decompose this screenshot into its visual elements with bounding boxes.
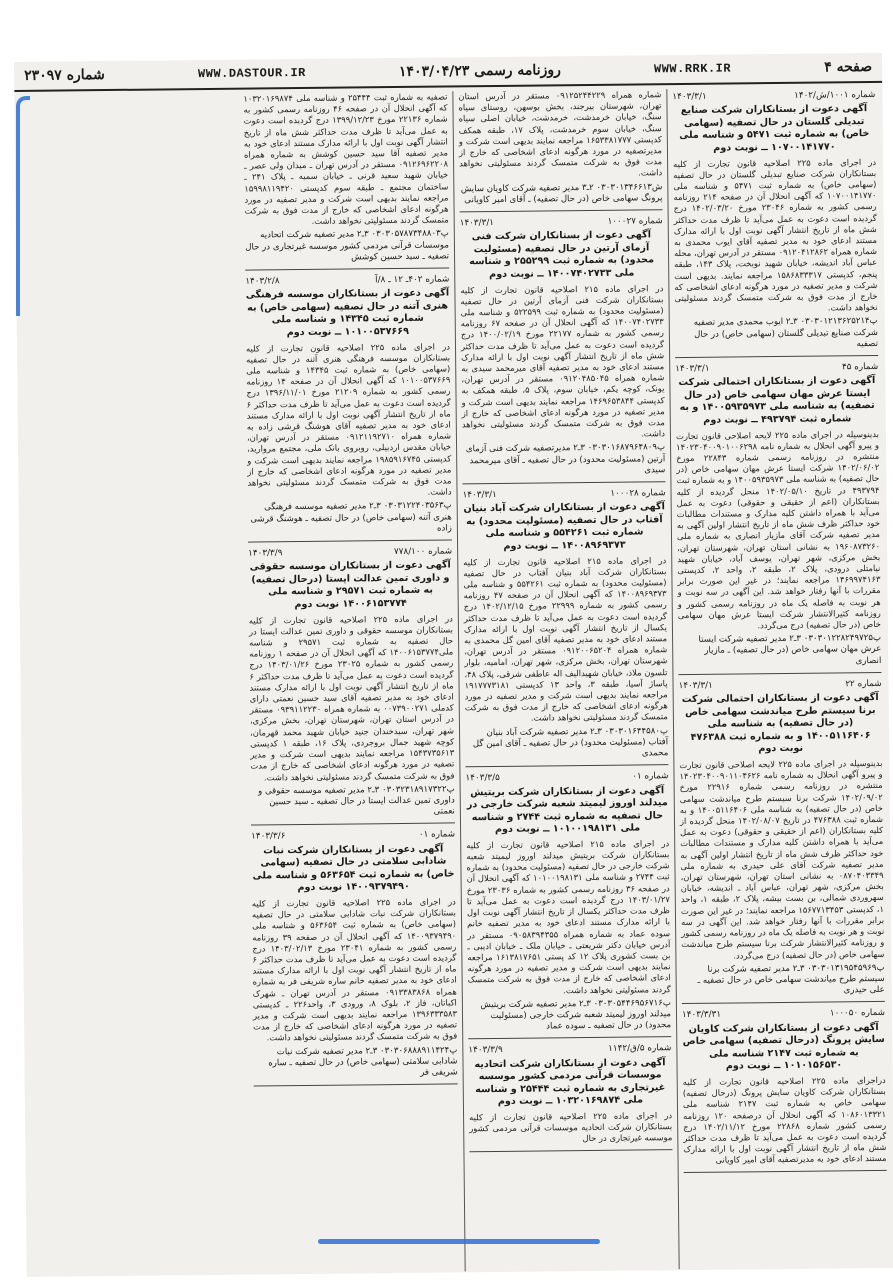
notice-number: شماره ۰۱ bbox=[418, 829, 456, 841]
notice-signature: پ۰۳۰۳۰۵۴۴۶۹۵۶۷۱۶ ۳ـ۲ مدیر تصفیه شرکت بریتیش میدلند اوروز لیمیتد شعبه شرکت خارجی (مسئولیت محدود) در حال تصفیه ـ سوده عماد bbox=[480, 997, 672, 1032]
notice-title: آگهی دعوت از بستانکاران شرکت اتحادیه موسسات قرآنی مردمی کشور موسسه غیرتجاری به شماره ثبت ۲۵۴۴۴ و شناسه ملی ۱۰۳۲۰۱۶۹۸۷۴ ــ نوبت دوم bbox=[474, 1056, 666, 1108]
notice-body: در اجرای ماده ۲۱۵ اصلاحیه قانون تجارت از کلیه بستانکاران شرکت آباد بنیان آفتاب در حال تصفیه (مسئولیت محدود) به شماره ثبت ۵۵۴۲۶۱ و شناسه ملی ۱۴۰۰۸۹۶۹۳۷۳ که آگهی انحلال آن در صفحه ۴۷ روزنامه رسمی کشور به شماره ۲۲۹۹۹ مورخ ۱۴۰۲/۱۲/۱۵ درج گردیده است دعوت به عمل می‌آید تا ظرف مدت حداکثر یکسال از تاریخ انتشار آگهی نوبت اول با ارائه مدارک مستند ادعای خود به مدیر تصفیه آقای امین گل محمدی به شماره همراه ۰۹۱۲۰۰۶۵۲۰۴ مستقر در آدرس تهران، شهرستان تهران، بخش مرکزی، شهر تهران، امامیه، بلوار تلسون ملاذ، خیابان شهیدالیف اله عاطفی شرقی، پلاک ۴۸، پاساژ آسیا، طبقه ۳، واحد ۱۳ کدپستی ۱۹۱۷۷۷۳۱۸۱ مراجعه نمایند بدیهی است شرکت و مدیر تصفیه در مورد هرگونه ادعای اشخاصی که خارج از مدت فوق به شرکت متمسک گردند مسئولیتی نخواهد داشت. bbox=[463, 554, 668, 724]
notice-body: در اجرای ماده ۲۲۵ اصلاحیه قانون تجارت از کلیه بستانکاران موسسه حقوقی و داوری تمین عدالت ایستا در حال تصفیه به شماره ثبت ۲۹۵۷۱ و شناسه ملی۱۴۰۰۶۱۵۳۷۷۴ که آگهی انحلال آن در صفحه ۱ روزنامه رسمی کشور به شماره ۲۳۰۲۵ مورخ ۱۴۰۳/۰۱/۲۶ درج گردیده است دعوت به عمل می‌آید تا ظرف مدت حداکثر ۶ ماه از تاریخ انتشار آگهی نوبت اول با ارائه مدارک مستند ادعای خود به مدیر تصفیه آقای سید حسین نعمتی دارای کدملی ۰۰۷۳۹۰۰۲۷۱ به شماره همراه ۰۹۳۹۱۱۲۲۳۰ مستقر در آدرس استان تهران، شهرستان تهران، بخش مرکزی، شهر تهران، سیدخندان جنید خیابان شهید محمد قهرمان، کوچه شهید جمال بروجردی، پلاک ۱۶، طبقه ۱ کدپستی ۱۵۴۳۷۳۵۶۱۳ مراجعه نمایند بدیهی است شرکت و مدیر تصفیه در مورد هرگونه ادعای اشخاصی که خارج از مدت فوق به شرکت متمسک گردند مسئولیتی نخواهد داشت. bbox=[248, 613, 455, 782]
column-1 bbox=[666, 87, 892, 1269]
notice-body: تصفیه به شماره ثبت ۲۵۴۴۴ و شناسه ملی ۱۰۳۲۰۱۶۹۸۷۴ که آگهی انحلال آن در صفحه ۴۶ روزنامه رسمی کشور به شماره ۲۲۱۳۶ مورخ ۱۳۹۹/۱۲/۲۳ درج گردیده است دعوت به عمل می‌آید تا ظرف مدت حداکثر شش ماه از تاریخ انتشار آگهی نوبت اول با ارائه مدارک مستند ادعای خود به مدیر تصفیه آقا سید حسین کوشش به شماره همراه ۰۹۱۲۶۹۶۲۲۰۸ مستقر در آدرس تهران ـ میدان ولی عصر ـ خیابان شهید سعید قرنی ـ خیابان سمیه ـ پلاک ۲۴۱ ـ ساختمان مجتمع ـ طبقه سوم کدپستی ۱۵۹۹۸۱۱۹۴۲۰ مراجعه نمایند بدیهی است شرکت و مدیر تصفیه در مورد هرگونه ادعای اشخاصی که خارج از مدت فوق به شرکت متمسک گردند مسئولیتی نخواهد داشت. bbox=[243, 91, 449, 227]
notice-number: شماره ۰۱ bbox=[632, 771, 669, 782]
notice-date: ۱۴۰۳/۳/۱ bbox=[459, 218, 495, 229]
pen-bracket-mark bbox=[16, 96, 30, 316]
notice bbox=[243, 91, 449, 270]
column-2 bbox=[452, 89, 678, 1271]
notice-date: ۱۴۰۳/۳/۵ bbox=[465, 773, 500, 784]
notice-body: در اجرای ماده ۲۲۵ اصلاحیه قانون تجارت از کلیه بستانکاران موسسه فرهنگی هنری آتنه در حال تصفیه (سهامی خاص) به شماره ثبت ۱۴۳۴۵ و شناسه ملی ۱۰۱۰۰۵۳۷۶۶۹ که آگهی انحلال آن در صفحه ۱۴ روزنامه رسمی کشور به شماره ۲۱۲۰۹ مورخ ۱۳۹۶/۱۱/۰۱ درج گردیده است دعوت به عمل می‌آید تا ظرف مدت حداکثر ۶ ماه از تاریخ انتشار آگهی نوبت اول با ارائه مدارک مستند ادعای خود به مدیر تصفیه آقای هوشنگ قرشی زاده به شماره همراه ۰۹۱۲۱۱۹۲۷۱۰ مستقر در آدرس تهران، خیابان مقدس اردبیلی، روبروی بانک ملی، مجتمع مروارید، کدپستی ۱۹۸۵۹۱۶۷۴۵ مراجعه نمایند بدیهی است شرکت و مدیر تصفیه در مورد هرگونه ادعای اشخاصی که خارج از مدت فوق به شرکت متمسک گردند مسئولیتی نخواهد داشت. bbox=[245, 341, 452, 497]
notice-number: شماره ۱۰۰۱/ش/۱۴۰۲ bbox=[794, 89, 876, 101]
notice-signature: پ۰۳۰۳۰۱۲۲۸۲۴۹۷۲۵ ۳ـ۲ مدیر تصفیه شرکت ایستا عرش مهان سهامی خاص (در حال تصفیه) ـ مازیار انصاری bbox=[698, 633, 882, 666]
notice-number: شماره ۱۰۰۰۲۷ bbox=[607, 216, 663, 227]
notice bbox=[682, 1008, 887, 1172]
notice-body: در اجرای ماده ۲۲۵ اصلاحیه قانون تجارت از کلیه بستانکاران شرکت صنایع تبدیلی گلستان در حال تصفیه (سهامی خاص) به شماره ثبت ۵۴۷۱ و شناسه ملی ۱۰۷۰۰۱۴۱۷۷۰ که آگهی انحلال آن در صفحه ۲۱۴ روزنامه رسمی کشور به شماره ۲۳۰۴۶ مورخ ۱۴۰۲/۰۳/۲۰ درج گردیده است دعوت به عمل می‌آید تا ظرف مدت حداکثر شش ماه از تاریخ انتشار آگهی نوبت اول با ارائه مدارک مستند ادعای خود به مدیر تصفیه آقای ایوب محمدی به شماره همراه ۰۹۱۲۰۴۱۲۸۶۲ مستقر در آدرس تهران، محله عباس آباد اندیشه، خیابان شهید نوبخت، پلاک ۱۴۳، طبقه پنجم، کدپستی ۱۵۸۶۸۳۳۳۱۷ مراجعه نمایند. بدیهی است شرکت و مدیر تصفیه در مورد هرگونه ادعای اشخاصی که خارج از مدت فوق به شرکت متمسک گردند مسئولیتی نخواهد داشت. bbox=[673, 156, 878, 313]
newspaper-page bbox=[14, 53, 893, 1277]
site-link-left: WWW.RRK.IR bbox=[653, 61, 732, 77]
notice-number: شماره ۷۷۸/۱۰۰ bbox=[393, 546, 453, 558]
notice bbox=[468, 1043, 672, 1151]
notice-title: آگهی دعوت از بستانکاران شرکت بریتیش میدلند اوروز لیمیتد شعبه شرکت خارجی در حال تصفیه به شماره ثبت ۲۷۴۴ و شناسه ملی ۱۰۱۰۰۱۹۸۱۳۱ ــ نوبت دوم bbox=[466, 784, 668, 836]
notice-body: در اجرای ماده ۲۲۵ اصلاحیه قانون تجارت از کلیه بستانکاران شرکت نبات شادابی سلامتی در حال تصفیه (سهامی خاص) به شماره ثبت ۵۶۳۶۵۴ و شناسه ملی ۱۴۰۰۹۳۷۹۴۹۰ که آگهی انحلال آن در صفحه ۳۹ روزنامه رسمی کشور به شماره ۲۳۰۴۱ مورخ ۱۴۰۳/۰۲/۱۳ درج گردیده است دعوت به عمل می‌آید تا ظرف مدت حداکثر ۶ ماه از تاریخ انتشار آگهی نوبت اول با ارائه مدارک مستند ادعای خود به مدیر تصفیه خانم ساره شریفی فر به شماره همراه ۰۹۱۳۳۸۳۸۶۸ مستقر در آدرس تهران ـ شهرک اکباتان، فاز ۲، بلوک ۸، ورودی ۳، واحد۲۲۶ ـ کدپستی ۱۳۹۶۳۳۳۵۸۳ مراجعه نمایند بدیهی است شرکت و مدیر تصفیه در مورد هرگونه ادعای اشخاصی که خارج از مدت فوق به شرکت متمسک گردند مسئولیتی نخواهد داشت. bbox=[251, 896, 458, 1043]
page-header bbox=[14, 53, 882, 92]
notice-meta bbox=[245, 275, 449, 288]
site-link-right: WWW.DASTOUR.IR bbox=[197, 65, 306, 82]
notice-date: ۱۴۰۳/۳/۱ bbox=[462, 490, 497, 501]
notice-title: آگهی دعوت از بستانکاران شرکت کاویان سایش پرونگ (درحال تصفیه) سهامی خاص به شماره ثبت ۲۱۴۷ شناسه ملی ۱۰۱۰۱۵۶۵۳۰ ــ نوبت دوم bbox=[682, 1021, 885, 1072]
notice-title: آگهی دعوت از بستانکاران احتمالی شرکت برنا سیستم طرح میاندشت سهامی خاص (در حال تصفیه) به شناسه ملی ۱۴۰۰۵۱۱۶۴۰۶ و به شماره ثبت ۴۷۶۳۸۸ نوبت دوم bbox=[681, 692, 879, 755]
notice-body: در اجرای ماده ۲۲۵ اصلاحیه قانون تجارت از کلیه بستانکاران شرکت اتحادیه موسسات قرآنی مردمی کشور موسسه غیرتجاری در حال bbox=[469, 1110, 673, 1144]
notice bbox=[245, 275, 452, 543]
notice-title: آگهی دعوت از بستانکاران شرکت فنی آزمای آرتین در حال تصفیه (مسئولیت محدود) به شماره ثبت ۲۵۵۲۹۹ و شناسه ملی ۱۴۰۰۷۴۰۲۷۳۳ ــ نوبت دوم bbox=[469, 229, 655, 281]
notice-signature: ش۰۳۰۳۰۱۳۴۶۶۱۳ ۲ـ۳ مدیر تصفیه شرکت کاویان سایش پرونگ سهامی خاص (در حال تصفیه) ـ آقای امیر کاویانی bbox=[460, 181, 663, 206]
notice-title: آگهی دعوت از بستانکاران موسسه حقوقی و داوری تمین عدالت ایستا (درحال تصفیه) به شماره ثبت ۲۹۵۷۱ و شناسه ملی ۱۴۰۰۶۱۵۳۷۷۴ نوبت دوم bbox=[249, 559, 451, 611]
notice bbox=[675, 362, 881, 675]
notice-date: ۱۴۰۳/۳/۱ bbox=[678, 680, 713, 691]
notice bbox=[465, 771, 671, 1039]
notice-signature: پ۰۳۰۳۰۱۲۱۳۶۲۵۲۱۴ ۳ـ۲ ایوب محمدی مدیر تصفیه شرکت صنایع تبدیلی گلستان (سهامی خاص) در حال تصفیه bbox=[693, 316, 879, 350]
notice-meta bbox=[460, 216, 663, 229]
notice-date: ۱۴۰۳/۳/۱ bbox=[675, 363, 710, 375]
notice-number: شماره ۲۲ bbox=[845, 678, 882, 690]
notice-meta bbox=[468, 1043, 671, 1056]
notice-body: بدینوسیله در اجرای ماده ۲۲۵ لایحه اصلاحی قانون تجارت و پیرو آگهی انحلال به شماره نامه ۱۴۰۲۳۰۴۰۰۹۰۱۱۰۴۶۲۶ منتشره در روزنامه رسمی شماره ۲۲۹۱۶ مورخ ۱۴۰۲/۰۹/۰۲ شرکت برنا سیستم طرح میاندشت سهامی خاص (در حال تصفیه) به شناسه ملی ۱۴۰۰۵۱۱۶۴۰۶ و به شماره ثبت ۴۷۶۳۸۸ در تاریخ ۱۴۰۲/۰۸/۰۷ منحل گردیده از کلیه بستانکاران (اعم از حقیقی و حقوقی) دعوت به عمل می‌آید با همراه داشتن کلیه مدارک و مستندات مطالبات خود حداکثر ظرف شش ماه از تاریخ انتشار اولین آگهی به مدیر تصفیه شرکت آقای علی حیدری به شماره ملی ۰۸۷۰۴۰۳۳۴۹ به نشانی استان تهران، شهرستان تهران، بخش مرکزی، شهر تهران، عباس آباد ـ اندیشه، خیابان سهروردی شمالی، بن بست بیشه، پلاک ۲، طبقه ۱، واحد ۱، کدپستی ۱۵۶۷۷۱۳۴۵۳ مراجعه نمایند؛ در غیر این صورت برابر مقررات با آنها رفتار خواهد شد. این آگهی در سه نوبت و هر نوبت به فاصله یک ماه در روزنامه رسمی کشور و روزنامه کثیرالانتشار شرکت برنا سیستم طرح میاندشت سهامی خاص (در حال تصفیه) درج می‌گردد. bbox=[679, 757, 885, 961]
notice-title: آگهی دعوت از بستانکاران شرکت آباد بنیان آفتاب در حال تصفیه (مسئولیت محدود) به شماره ثبت ۵۵۴۲۶۱ و شناسه ملی ۱۴۰۰۸۹۶۹۳۷۳ ــ نوبت دوم bbox=[463, 501, 665, 552]
notice bbox=[679, 679, 885, 1005]
page-number: صفحه ۴ bbox=[824, 59, 873, 76]
notice-meta bbox=[672, 90, 875, 103]
notice-number: شماره ۱۰۰۰۲۸ bbox=[610, 488, 666, 499]
notice-date: ۱۴۰۳/۳/۶ bbox=[251, 831, 286, 842]
notice-body: دراجرای ماده ۲۲۵ اصلاحیه قانون تجارت از کلیه بستانکاران شرکت کاویان سایش پرونگ (درحال تصفیه) سهامی خاص به شماره ثبت ۲۱۴۷ شناسه ملی ۱۰۸۶۰۱۳۳۲۱ که آگهی انحلال آن درصفحه ۱۲۰ روزنامه رسمی کشور شماره ۲۲۸۶۸ مورخ ۱۴۰۲/۱۱/۱۲ درج گردیده است دعوت به عمل می‌آید تا ظرف مدت حداکثر شش ماه از تاریخ انتشار آگهی نوبت اول با ارائه مدارک مستند ادعای خود به مدیرتصفیه آقای امیر کاویانی bbox=[682, 1074, 887, 1166]
pen-underline-mark bbox=[318, 1239, 600, 1244]
notice-date: ۱۴۰۳/۳/۹ bbox=[468, 1045, 503, 1056]
notice bbox=[672, 90, 878, 358]
notice-date: ۱۴۰۳/۳/۱ bbox=[672, 91, 707, 103]
notice bbox=[248, 547, 455, 826]
gazette-date: روزنامه رسمی ۱۴۰۳/۰۴/۲۳ bbox=[398, 62, 561, 80]
notice-meta bbox=[675, 362, 878, 375]
notice-number: شماره ۴۵ bbox=[841, 361, 879, 373]
notice-title: آگهی دعوت از بستانکاران شرکت صنایع تبدیلی گلستان در حال تصفیه (سهامی خاص) به شماره ثبت ۵۴۷۱ و شناسه ملی ۱۰۷۰۰۱۴۱۷۷۰ ــ نوبت دوم bbox=[679, 103, 870, 154]
notice-signature: پ۰۳۰۳۱۲۲۴۰۳۵۶۳ ۳ـ۲ مدیر تصفیه موسسه فرهنگی هنری آتنه (سهامی خاص) در حال تصفیه ـ هوشنگ قرشی زاده bbox=[250, 500, 452, 534]
notice-date: ۱۴۰۳/۳/۳۱ bbox=[681, 1009, 722, 1021]
notice-signature: پ۰۳۰۳۰۱۳۱۹۵۴۵۹۶۹ ۳ـ۲ مدیر تصفیه شرکت برنا سیستم طرح میاندشت سهامی خاص در حال تصفیه ـ علی حیدری bbox=[697, 962, 885, 996]
notice-number: شماره ۱۰۰۰۵۰ bbox=[829, 1008, 886, 1019]
notice-meta bbox=[248, 547, 452, 560]
notice-meta bbox=[251, 830, 455, 843]
notice-title: آگهی دعوت از بستانکاران احتمالی شرکت ایستا عرش مهان سهامی خاص (در حال تصفیه) به شناسه ملی ۱۴۰۰۵۹۳۵۹۷۳ و به شماره ثبت ۴۹۳۷۹۴ ــ نوبت دوم bbox=[678, 375, 876, 426]
notice-signature: پ۰۳۰۳۲۳۱۸۹۱۷۳۲۲ ۳ـ۲ مدیر تصفیه موسسه حقوقی و داوری تمین عدالت ایستا در حال تصفیه ـ سید حسین نعمتی bbox=[258, 784, 455, 817]
notice-meta bbox=[682, 1008, 885, 1021]
notice-body: در اجرای ماده ۲۱۵ اصلاحیه قانون تجارت از کلیه بستانکاران شرکت فنی آزمای آرتین در حال تصفیه (مسئولیت محدود) به شماره ثبت ۵۲۲۵۹۹ و شناسه ملی ۱۴۰۰۷۴۰۲۷۳۳ که آگهی انحلال آن در صفحه ۶۷ روزنامه رسمی کشور به شماره ۲۲۱۷۷ مورخ ۱۴۰۰/۰۲/۱۹ درج گردیده است دعوت به عمل می‌آید تا ظرف مدت حداکثر شش ماه از تاریخ انتشار آگهی نوبت اول با ارائه مدارک مستند ادعای خود به مدیر تصفیه آقای میرمحمد سیدی به شماره همراه ۰۹۱۲۰۴۸۵۰۴۵ مستقر در آدرس تهران، یونک، کوچه یکم، خیابان سوم، پلاک ۵، طبقه همکف به کدپستی ۱۴۶۹۶۵۳۸۴۴ مراجعه نمایند بدیهی است شرکت و مدیر تصفیه در مورد هرگونه ادعای اشخاصی که خارج از مدت فوق به شرکت متمسک گردند مسئولیتی نخواهد داشت. bbox=[460, 282, 665, 439]
notice-meta bbox=[679, 679, 882, 692]
notice-signature: پ۰۳۰۳۰۱۶۴۴۵۸۰ ۳ـ۲ مدیر تصفیه شرکت آباد بنیان آفتاب (مسئولیت محدود) در حال تصفیه ـ آقای امین گل محمدی bbox=[472, 725, 669, 759]
notice bbox=[458, 89, 662, 212]
notice-signature: پ۰۳۰۳۰۵۷۸۷۳۴۸۸۰۳ ۳ـ۲ مدیر تصفیه شرکت اتحادیه موسسات قرآنی مردمی کشور موسسه غیرتجاری در حال تصفیه ـ سید حسین کوشش bbox=[245, 228, 450, 263]
notice-signature: پ۰۳۰۳۰۶۸۸۸۹۱۱۴۲۴ ۳ـ۲ مدیر تصفیه شرکت نبات شادابی سلامتی (سهامی خاص) در حال تصفیه ـ ساره شریفی فر bbox=[268, 1044, 458, 1078]
notice-body: بدینوسیله در اجرای ماده ۲۲۵ لایحه اصلاحی قانون تجارت و پیرو آگهی انحلال به شماره نامه ۱۴۰۲۳۰۴۰۰۹۰۱۰۰۶۲۹۸ منتشره در روزنامه رسمی شماره ۲۲۸۴۳ مورخ ۱۴۰۲/۰۶/۰۲ شرکت ایستا عرش مهان سهامی خاص (در حال تصفیه) به شناسه ملی ۱۴۰۰۵۹۳۵۹۷۳ و به شماره ثبت ۴۹۳۷۹۴ در تاریخ ۱۴۰۲/۰۵/۱۰ منحل گردیده از کلیه بستانکاران (اعم از حقیقی و حقوقی) دعوت به عمل می‌آید با همراه داشتن کلیه مدارک و مستندات مطالبات خود حداکثر ظرف شش ماه از تاریخ انتشار اولین آگهی به مدیر تصفیه شرکت آقای مازیار انصاری به شماره ملی ۱۹۶۰۸۷۳۲۶۰ به نشانی استان تهران، شهرستان تهران، بخش مرکزی، شهر تهران، یوسف آباد، خیابان شهید نیامتلی درودی، پلاک ۲، طبقه ۲، واحد ۲، کدپستی ۱۴۶۹۹۷۴۱۶۳ مراجعه نمایند؛ در غیر این صورت برابر مقررات با آنها رفتار خواهد شد. این آگهی در سه نوبت و هر نوبت به فاصله یک ماه در روزنامه رسمی کشور و روزنامه کثیرالانتشار شرکت ایستا عرش مهان سهامی خاص (در حال تصفیه) درج می‌گردد. bbox=[675, 428, 881, 631]
notice-title: آگهی دعوت از بستانکاران شرکت نبات شادابی سلامتی در حال تصفیه (سهامی خاص) به شماره ثبت ۵۶۳۶۵۴ و شناسه ملی ۱۴۰۰۹۳۷۹۴۹۰ نوبت دوم bbox=[252, 843, 455, 894]
notice bbox=[251, 830, 458, 1087]
notice-columns bbox=[14, 87, 893, 1276]
notice-meta bbox=[465, 771, 668, 784]
notice-meta bbox=[463, 488, 666, 501]
notice-body: در اجرای ماده ۲۱۵ اصلاحیه قانون تجارت از کلیه بستانکاران شرکت بریتیش میدلند اوروز لیمیتد شعبه شرکت خارجی در حال تصفیه (مسئولیت محدود) به شماره ثبت ۲۷۴۴ و شناسه ملی ۱۰۱۰۰۱۹۸۱۳۱ که آگهی انحلال آن در صفحه ۳۶ روزنامه رسمی کشور به شماره ۲۳۰۳۶ مورخ ۱۴۰۳/۰۱/۲۷ درج گردیده است دعوت به عمل می‌آید تا ظرف مدت حداکثر یکسال از تاریخ انتشار آگهی نوبت اول با ارائه مدارک مستند ادعای خود به مدیر تصفیه خانم سوده عماد به شماره همراه ۰۹۰۵۸۳۹۴۳۵۵ مستقر در آدرس خیابان دکتر شریعتی ـ خیابان ملک ـ خیابان ادیبی ـ بن بست کشوری پلاک ۱۲ کد پستی ۱۶۱۳۸۱۷۶۵۱ مراجعه نمایند بدیهی است شرکت و مدیر تصفیه در مورد هرگونه ادعای اشخاصی که خارج از مدت فوق به شرکت متمسک گردند مسئولیتی نخواهد داشت. bbox=[466, 838, 671, 995]
notice-body: شماره همراه ۰۹۱۲۵۲۴۴۲۲۹ مستقر در آدرس استان تهران، شهرستان بیرجند، بخش بوسهن، روستای سیاه سنگ، خیابان خرمدشت، خرمدشت، خیابان اصلی سیاه سنگ، خیابان سوم خرمدشت، پلاک ۱۷، طبقه همکف کدپستی ۱۶۵۳۳۸۱۷۷۷ مراجعه نمایند بدیهی است شرکت و مدیرتصفیه در مورد هرگونه ادعای اشخاصی که خارج از مدت فوق به شرکت متمسک گردند مسئولیتی نخواهد داشت. bbox=[458, 89, 663, 178]
notice-number: شماره ۴۰۲ـ ۱۲ ـ ۸/آ bbox=[375, 274, 450, 286]
notice bbox=[460, 216, 666, 484]
notice bbox=[463, 488, 669, 767]
notice-date: ۱۴۰۳/۲/۸ bbox=[245, 276, 280, 287]
issue-number: شماره ۲۳۰۹۷ bbox=[24, 67, 105, 84]
notice-date: ۱۴۰۳/۳/۹ bbox=[248, 548, 283, 559]
column-3 bbox=[238, 91, 464, 1273]
notice-signature: پ۰۳۰۳۰۱۶۸۷۹۶۴۸۰۹ ۳ـ۲ مدیرتصفیه شرکت فنی آزمای آرتین (مسئولیت محدود) در حال تصفیه ـ آقای میرمحمد سیدی bbox=[465, 442, 666, 476]
notice-title: آگهی دعوت از بستانکاران موسسه فرهنگی هنری آتنه در حال تصفیه (سهامی خاص) به شماره ثبت ۱۴۳۴۵ و شناسه ملی ۱۰۱۰۰۵۳۷۶۶۹ ــ نوبت دوم bbox=[245, 287, 450, 339]
notice-number: شماره ۵/ق/۱۱۴۲ bbox=[608, 1043, 672, 1055]
